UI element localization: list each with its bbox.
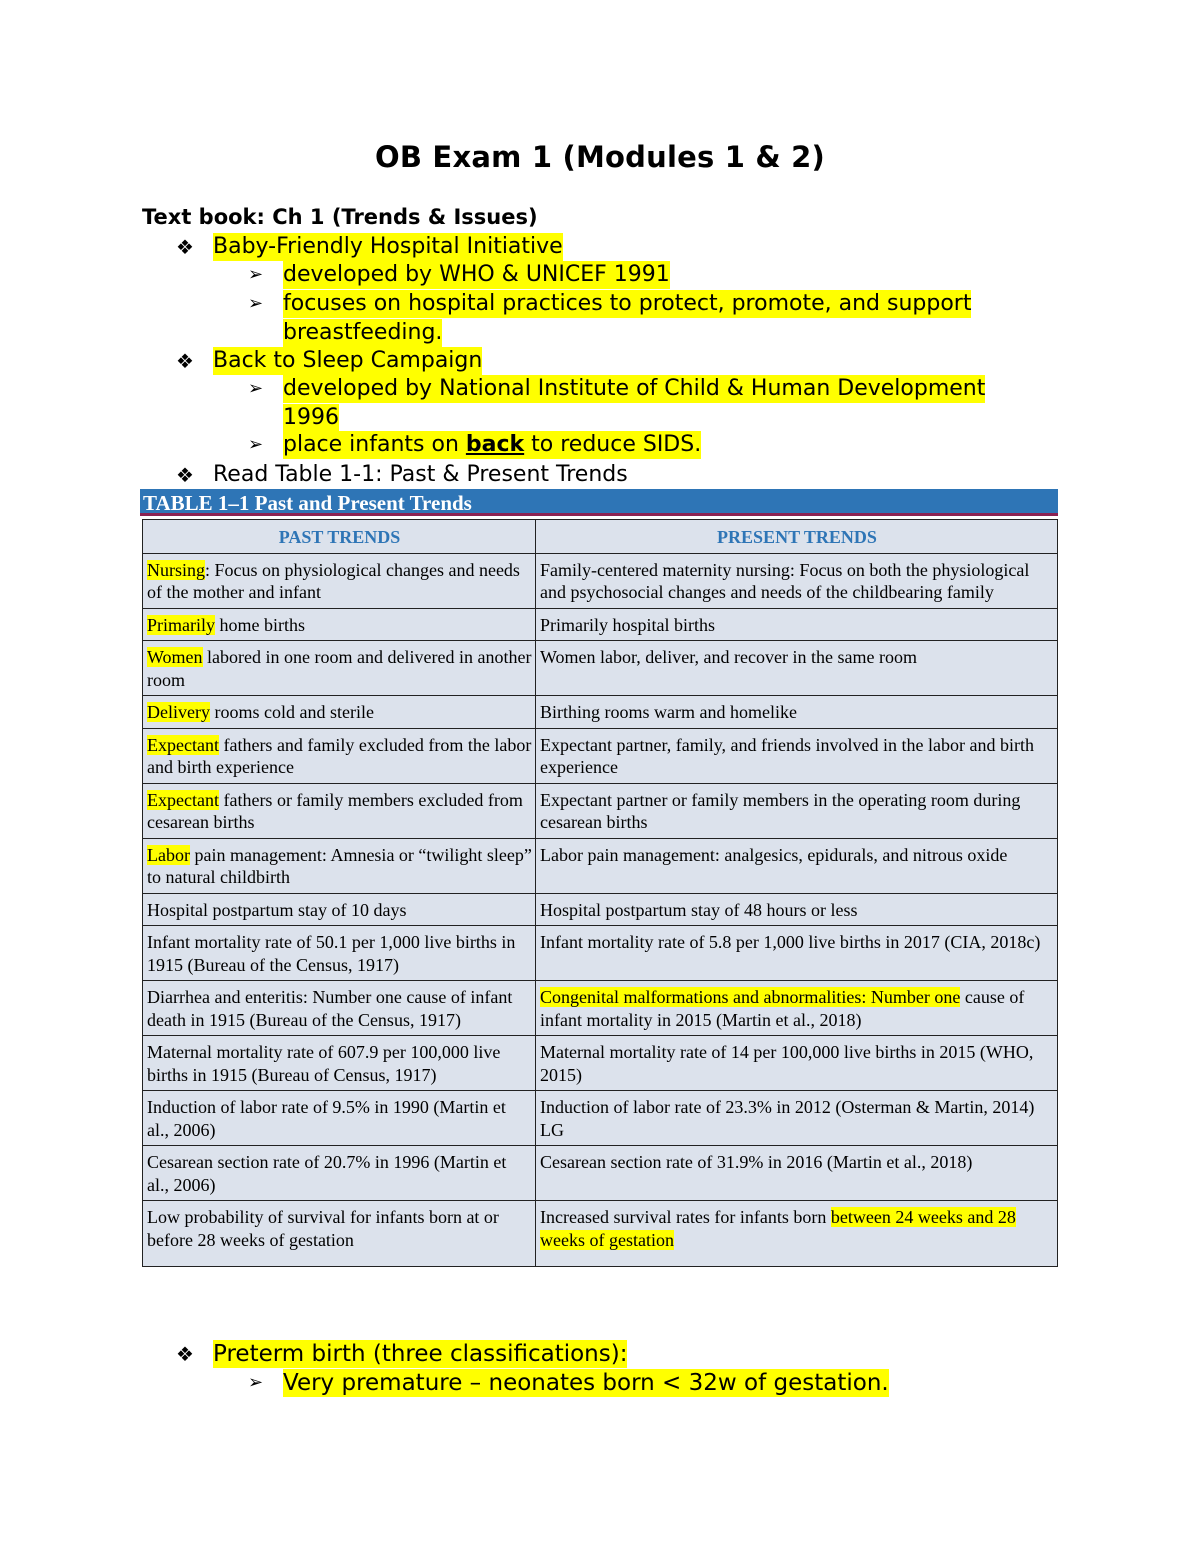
table-row	[143, 1091, 1058, 1146]
cell-text: : Focus on physiological changes and needs of the mother and infant	[147, 559, 520, 602]
list-item-label: Back to Sleep Campaign	[213, 348, 483, 373]
table-row	[143, 893, 1058, 926]
cell-text: Maternal mortality rate of 607.9 per 100,000 live births in 1915 (Bureau of Census, 1917)	[147, 1042, 501, 1085]
table-row	[143, 981, 1058, 1036]
highlight: Nursing	[147, 559, 205, 580]
cell-present	[536, 1036, 1058, 1091]
cell-present	[536, 981, 1058, 1036]
cell-text: Cesarean section rate of 31.9% in 2016 (Martin et al., 2018)	[540, 1152, 973, 1172]
table-row	[143, 696, 1058, 729]
cell-text: Induction of labor rate of 23.3% in 2012 (Osterman & Martin, 2014) LG	[540, 1097, 1035, 1140]
cell-text: Primarily hospital births	[540, 614, 715, 635]
cell-text: home births	[215, 614, 305, 635]
table-row	[143, 926, 1058, 981]
cell-present	[536, 1201, 1058, 1267]
cell-text: Low probability of survival for infants born at or before 28 weeks of gestation	[147, 1207, 499, 1250]
diamond-bullet-icon: ❖	[176, 463, 194, 487]
table-title: TABLE 1–1 Past and Present Trends	[140, 489, 1058, 516]
cell-past	[143, 981, 536, 1036]
cell-present	[536, 1091, 1058, 1146]
table-row	[143, 1146, 1058, 1201]
section-subhead: Text book: Ch 1 (Trends & Issues)	[142, 205, 538, 229]
cell-present	[536, 696, 1058, 729]
highlight: Congenital malformations and abnormalities: Number one	[540, 987, 961, 1007]
cell-text: pain management: Amnesia or “twilight sleep” to natural childbirth	[147, 844, 532, 887]
cell-present	[536, 783, 1058, 838]
highlight: Expectant	[147, 734, 219, 755]
cell-text: cause of infant mortality in 2015 (Martin et al., 2018)	[540, 987, 1025, 1030]
cell-past	[143, 728, 536, 783]
table-header-row	[143, 520, 1058, 554]
cell-past	[143, 838, 536, 893]
cell-present	[536, 1146, 1058, 1201]
table-row	[143, 838, 1058, 893]
cell-text: Women labor, deliver, and recover in the same room	[540, 647, 917, 667]
cell-text: Maternal mortality rate of 14 per 100,000 live births in 2015 (WHO, 2015)	[540, 1042, 1034, 1085]
cell-present	[536, 553, 1058, 608]
diamond-bullet-icon: ❖	[176, 235, 194, 259]
list-item-label: Very premature – neonates born < 32w of gestation.	[283, 1370, 889, 1396]
cell-text: Induction of labor rate of 9.5% in 1990 (Martin et al., 2006)	[147, 1097, 506, 1140]
cell-text: Expectant partner or family members in the operating room during cesarean births	[540, 789, 1021, 832]
cell-past	[143, 641, 536, 696]
cell-present	[536, 728, 1058, 783]
cell-text: Infant mortality rate of 5.8 per 1,000 live births in 2017 (CIA, 2018c)	[540, 932, 1041, 952]
cell-text: Birthing rooms warm and homelike	[540, 702, 797, 722]
cell-text: Hospital postpartum stay of 48 hours or less	[540, 899, 858, 920]
page-title: OB Exam 1 (Modules 1 & 2)	[374, 140, 826, 174]
cell-text: Labor pain management: analgesics, epidurals, and nitrous oxide	[540, 844, 1008, 865]
cell-text: Cesarean section rate of 20.7% in 1996 (Martin et al., 2006)	[147, 1152, 507, 1195]
highlight: Labor	[147, 844, 190, 865]
cell-text: Hospital postpartum stay of 10 days	[147, 899, 407, 920]
cell-past	[143, 926, 536, 981]
highlight: Delivery	[147, 702, 210, 722]
cell-present	[536, 893, 1058, 926]
table-row	[143, 608, 1058, 641]
highlight: Women	[147, 647, 203, 667]
list-item-label: Baby-Friendly Hospital Initiative	[213, 234, 563, 259]
table-row	[143, 641, 1058, 696]
cell-past	[143, 1146, 536, 1201]
highlight: between 24 weeks and 28 weeks of gestation	[540, 1207, 1016, 1250]
arrow-bullet-icon: ➢	[248, 378, 264, 399]
column-header-present: PRESENT TRENDS	[536, 520, 1058, 554]
table-row	[143, 728, 1058, 783]
list-item-label: place infants on back to reduce SIDS.	[283, 432, 702, 457]
cell-text: rooms cold and sterile	[209, 702, 374, 722]
cell-text: Increased survival rates for infants born	[540, 1207, 831, 1227]
table-row	[143, 553, 1058, 608]
cell-text: Infant mortality rate of 50.1 per 1,000 live births in 1915 (Bureau of the Census, 1917)	[147, 932, 516, 975]
cell-text: Diarrhea and enteritis: Number one cause of infant death in 1915 (Bureau of the Census, 1917)	[147, 987, 513, 1030]
cell-text: fathers or family members excluded from cesarean births	[147, 789, 523, 832]
diamond-bullet-icon: ❖	[176, 1342, 194, 1366]
emphasis-back: back	[465, 432, 525, 457]
list-item-label: Preterm birth (three classifications):	[213, 1341, 628, 1367]
cell-past	[143, 696, 536, 729]
list-item-label: breastfeeding.	[283, 320, 443, 345]
table-row	[143, 1036, 1058, 1091]
table-row	[143, 783, 1058, 838]
cell-past	[143, 608, 536, 641]
highlight: Expectant	[147, 789, 219, 810]
table-row	[143, 1201, 1058, 1267]
list-item-label: Read Table 1-1: Past & Present Trends	[213, 462, 628, 487]
cell-text: Expectant partner, family, and friends involved in the labor and birth experience	[540, 734, 1034, 777]
cell-text: Family-centered maternity nursing: Focus on both the physiological and psychosocial changes and needs of the childbearing family	[540, 559, 1030, 602]
cell-past	[143, 783, 536, 838]
cell-text: fathers and family excluded from the labor and birth experience	[147, 734, 532, 777]
list-item-label: 1996	[283, 405, 339, 430]
cell-past	[143, 1091, 536, 1146]
cell-present	[536, 838, 1058, 893]
column-header-past: PAST TRENDS	[143, 520, 536, 554]
list-item-label: developed by WHO & UNICEF 1991	[283, 262, 670, 287]
highlight: Primarily	[147, 614, 215, 635]
cell-present	[536, 926, 1058, 981]
cell-past	[143, 893, 536, 926]
trends-table	[142, 519, 1058, 1267]
list-item-label: focuses on hospital practices to protect, promote, and support	[283, 291, 972, 316]
cell-text: labored in one room and delivered in another room	[147, 647, 532, 690]
list-item-label: developed by National Institute of Child & Human Development	[283, 376, 986, 401]
arrow-bullet-icon: ➢	[248, 293, 264, 314]
cell-past	[143, 1036, 536, 1091]
cell-present	[536, 608, 1058, 641]
arrow-bullet-icon: ➢	[248, 1372, 264, 1393]
arrow-bullet-icon: ➢	[248, 434, 264, 455]
arrow-bullet-icon: ➢	[248, 264, 264, 285]
cell-present	[536, 641, 1058, 696]
cell-past	[143, 1201, 536, 1267]
cell-past	[143, 553, 536, 608]
diamond-bullet-icon: ❖	[176, 349, 194, 373]
